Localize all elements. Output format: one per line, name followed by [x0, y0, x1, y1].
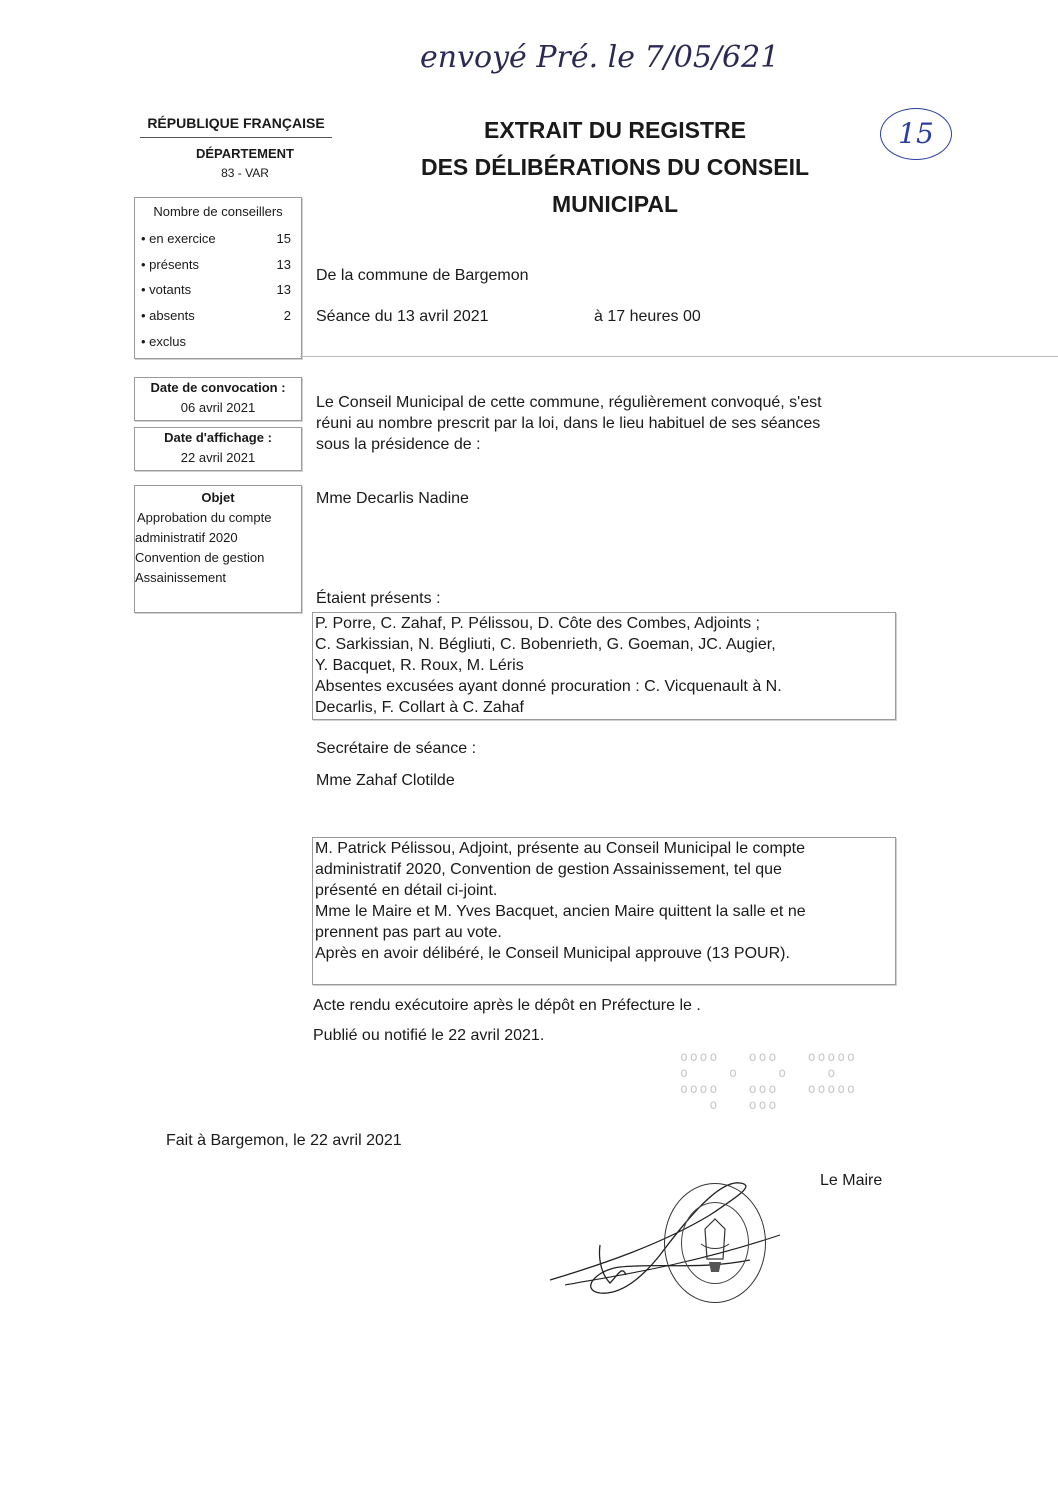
row-label: • présents: [141, 257, 200, 272]
presidente: Mme Decarlis Nadine: [316, 490, 469, 507]
objet-line: administratif 2020: [135, 530, 238, 545]
mairie-seal: [664, 1183, 766, 1303]
intro-paragraph: [316, 392, 822, 455]
presents-line: Y. Bacquet, R. Roux, M. Léris: [315, 657, 524, 674]
row-label: • absents: [141, 308, 195, 323]
presents-line: Absentes excusées ayant donné procuration : C. Vicquenault à N.: [315, 678, 782, 695]
intro-line: Le Conseil Municipal de cette commune, régulièrement convoqué, s'est: [316, 394, 822, 411]
departement-label: DÉPARTEMENT: [196, 146, 294, 161]
presents-line: P. Porre, C. Zahaf, P. Pélissou, D. Côte des Combes, Adjoints ;: [315, 615, 760, 632]
conseillers-title: Nombre de conseillers: [153, 204, 283, 219]
presents-line: C. Sarkissian, N. Bégliuti, C. Bobenrieth, G. Goeman, JC. Augier,: [315, 636, 776, 653]
deliberation-line: présenté en détail ci-joint.: [315, 882, 498, 899]
title-line-3: MUNICIPAL: [551, 191, 679, 217]
conseillers-row: [141, 231, 291, 246]
deliberation-line: Après en avoir délibéré, le Conseil Municipal approuve (13 POUR).: [315, 945, 790, 962]
row-value: 13: [276, 257, 291, 272]
convocation-box: [134, 377, 302, 421]
seance-date: Séance du 13 avril 2021: [316, 308, 489, 325]
seal-emblem: [665, 1184, 765, 1302]
seance-heure: à 17 heures 00: [594, 308, 701, 325]
conseillers-row: [141, 257, 291, 272]
presents-line: Decarlis, F. Collart à C. Zahaf: [315, 699, 524, 716]
deliberation-line: Mme le Maire et M. Yves Bacquet, ancien Maire quittent la salle et ne: [315, 903, 806, 920]
conseillers-row: [141, 282, 291, 297]
deliberation-box: [312, 837, 896, 985]
departement-code: 83 - VAR: [221, 166, 269, 180]
row-label: • votants: [141, 282, 192, 297]
row-label: • exclus: [141, 334, 187, 349]
circled-number: 15: [880, 108, 952, 160]
affichage-date: 22 avril 2021: [180, 450, 256, 465]
affichage-box: [134, 427, 302, 471]
handwritten-note: envoyé Pré. le 7/05/621: [420, 40, 780, 75]
row-value: 13: [276, 282, 291, 297]
title-line-1: EXTRAIT DU REGISTRE: [484, 117, 746, 143]
le-maire-label: Le Maire: [820, 1172, 883, 1189]
objet-line: Approbation du compte: [137, 510, 272, 525]
objet-line: Convention de gestion: [135, 550, 265, 565]
row-value: 2: [283, 308, 291, 323]
document-title: [380, 112, 850, 223]
executoire: Acte rendu exécutoire après le dépôt en Préfecture le .: [313, 997, 701, 1014]
secretaire-label: Secrétaire de séance :: [316, 740, 477, 757]
deliberation-line: M. Patrick Pélissou, Adjoint, présente au Conseil Municipal le compte: [315, 840, 806, 857]
affichage-label: Date d'affichage :: [164, 430, 272, 445]
row-label: • en exercice: [141, 231, 216, 246]
divider: [140, 137, 332, 138]
republique-francaise: RÉPUBLIQUE FRANÇAISE: [147, 115, 325, 131]
convocation-label: Date de convocation :: [150, 380, 286, 395]
intro-line: sous la présidence de :: [316, 436, 481, 453]
conseillers-row: [141, 308, 291, 323]
objet-line: Assainissement: [135, 570, 227, 585]
row-value: 15: [276, 231, 291, 246]
secretaire-name: Mme Zahaf Clotilde: [316, 772, 455, 789]
deliberation-line: prennent pas part au vote.: [315, 924, 502, 941]
faint-stamp-dots: oooo ooo ooooo o o o o oooo ooo ooooo o ooo: [680, 1050, 857, 1113]
convocation-date: 06 avril 2021: [180, 400, 256, 415]
intro-line: réuni au nombre prescrit par la loi, dans le lieu habituel de ses séances: [316, 415, 821, 432]
conseillers-box: [134, 197, 302, 359]
deliberation-line: administratif 2020, Convention de gestion Assainissement, tel que: [315, 861, 782, 878]
presents-label: Étaient présents :: [316, 590, 441, 607]
fait-a: Fait à Bargemon, le 22 avril 2021: [166, 1132, 402, 1149]
objet-label: Objet: [201, 490, 235, 505]
header-divider: [300, 356, 1058, 357]
commune: De la commune de Bargemon: [316, 267, 529, 284]
title-line-2: DES DÉLIBÉRATIONS DU CONSEIL: [420, 154, 810, 180]
publie: Publié ou notifié le 22 avril 2021.: [313, 1027, 545, 1044]
objet-box: [134, 485, 302, 613]
presents-box: [312, 612, 896, 720]
conseillers-row: [141, 334, 291, 349]
